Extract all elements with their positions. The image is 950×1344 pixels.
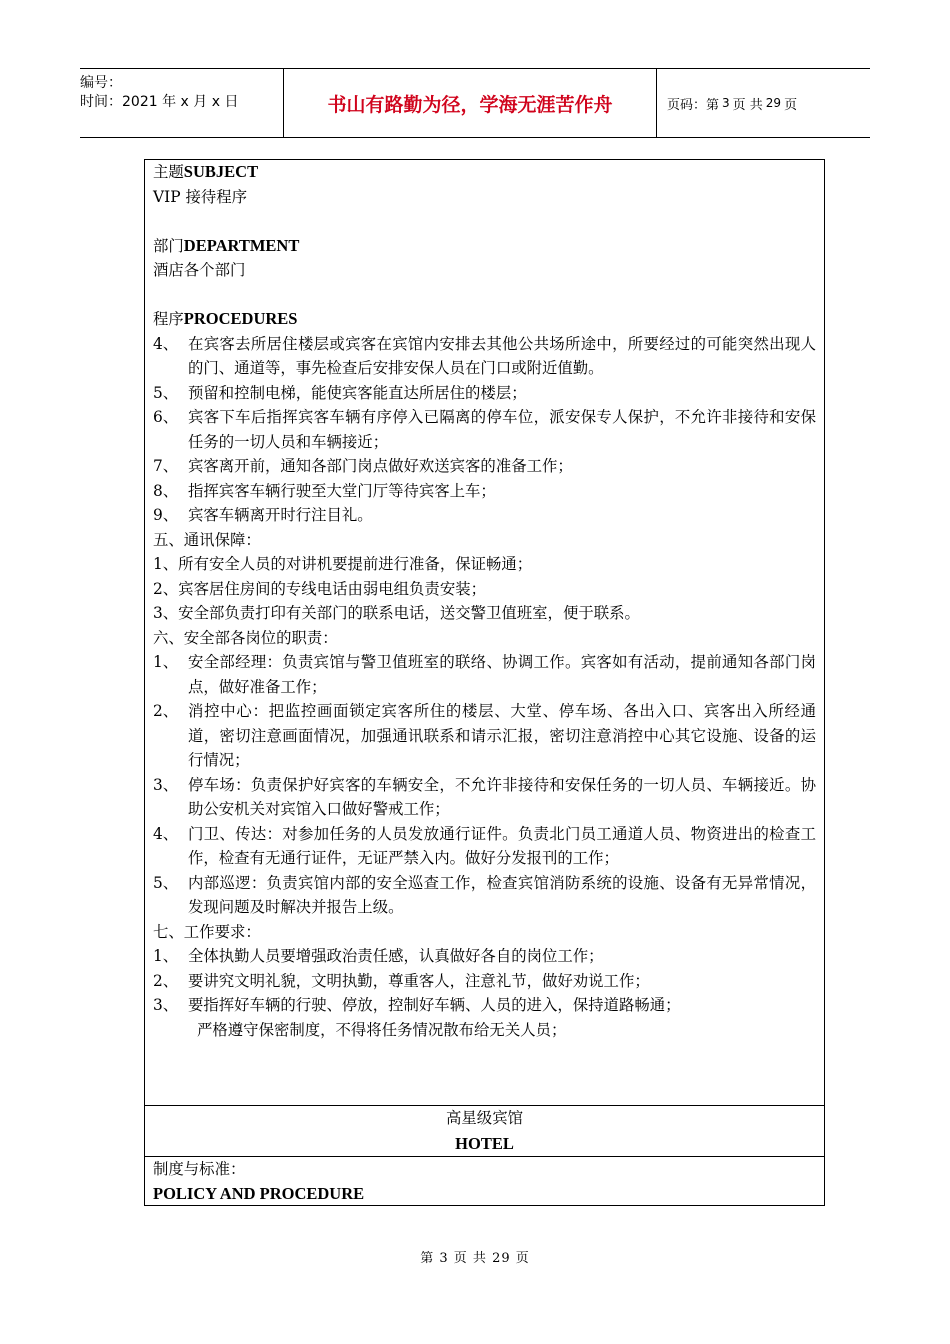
footer-current: 3	[439, 1251, 449, 1266]
list-item-number: 6、	[153, 408, 179, 426]
hotel-en: HOTEL	[455, 1134, 514, 1153]
list-item-text: 3、安全部负责打印有关部门的联系电话，送交警卫值班室，便于联系。	[153, 604, 640, 622]
page-mid: 页 共	[732, 97, 763, 113]
list-item-text: 1、所有安全人员的对讲机要提前进行准备，保证畅通；	[153, 555, 533, 573]
procedures-en: PROCEDURES	[183, 309, 298, 328]
list-item-text: 安全部经理：负责宾馆与警卫值班室的联络、协调工作。宾客如有活动，提前通知各部门岗点，做好准备工作；	[188, 653, 816, 696]
list-item-number: 8、	[153, 481, 179, 500]
list-item	[153, 577, 816, 602]
section7-title: 七、工作要求：	[153, 922, 261, 941]
policy-cn: 制度与标准：	[153, 1160, 246, 1178]
code-label: 编号：	[80, 75, 122, 91]
list-item	[153, 332, 816, 381]
procedures-heading: 程序PROCEDURES	[153, 309, 298, 328]
list-item-text: 在宾客去所居住楼层或宾客在宾馆内安排去其他公共场所途中，所要经过的可能突然出现人的门、通道等，事先检查后安排安保人员在门口或附近值勤。	[188, 334, 816, 377]
footer-total: 29	[492, 1251, 511, 1266]
list-item	[153, 381, 816, 406]
document-table	[144, 159, 825, 1206]
section5-title: 五、通讯保障：	[153, 530, 261, 549]
list-item-text: 2、宾客居住房间的专线电话由弱电组负责安装；	[153, 579, 486, 598]
list-item-number: 4、	[153, 334, 179, 353]
list-item	[153, 822, 816, 871]
subject-heading: 主题SUBJECT	[153, 162, 259, 181]
list-item-number: 3、	[153, 775, 179, 794]
list-item	[153, 993, 816, 1018]
list-item	[153, 405, 816, 454]
list-item-number: 5、	[153, 873, 179, 892]
policy-en: POLICY AND PROCEDURE	[153, 1183, 365, 1203]
list-item-number: 2、	[153, 702, 179, 720]
list-item-number: 4、	[153, 824, 179, 843]
list-item-text: 消控中心：把监控画面锁定宾客所住的楼层、大堂、停车场、各出入口、宾客出入所经通道，密切注意画面情况，加强通讯联系和请示汇报，密切注意消控中心其它设施、设备的运行情况；	[188, 702, 816, 769]
page-total: 29	[765, 96, 782, 110]
header-page-number	[657, 69, 870, 137]
section6-list	[153, 650, 816, 920]
list-item-text: 要指挥好车辆的行驶、停放，控制好车辆、人员的进入，保持道路畅通；	[188, 996, 681, 1014]
list-item-number: 7、	[153, 457, 179, 475]
list-item-text: 预留和控制电梯，能使宾客能直达所居住的楼层；	[188, 383, 527, 402]
header-meta	[80, 69, 284, 137]
list-item	[153, 871, 816, 920]
list-item	[153, 601, 816, 626]
page-prefix: 页码：第	[667, 97, 720, 113]
policy-cell	[145, 1156, 824, 1206]
hotel-cell	[145, 1105, 824, 1157]
department-heading: 部门DEPARTMENT	[153, 235, 300, 255]
subject-en: SUBJECT	[183, 162, 259, 181]
list-item	[153, 773, 816, 822]
list-item	[153, 503, 816, 528]
page-current: 3	[722, 96, 730, 110]
page-suffix: 页	[784, 97, 798, 113]
list-item-text: 门卫、传达：对参加任务的人员发放通行证件。负责北门员工通道人员、物资进出的检查工作，检查有无通行证件，无证严禁入内。做好分发报刊的工作；	[188, 824, 816, 867]
list-item	[153, 969, 816, 994]
list-item-number: 5、	[153, 383, 179, 402]
list-item	[153, 650, 816, 699]
list-item-text: 全体执勤人员要增强政治责任感，认真做好各自的岗位工作；	[188, 947, 604, 965]
list-item-text: 指挥宾客车辆行驶至大堂门厅等待宾客上车；	[188, 481, 496, 500]
list-item-number: 2、	[153, 971, 179, 990]
department-value: 酒店各个部门	[153, 261, 246, 279]
section6-title: 六、安全部各岗位的职责：	[153, 628, 338, 647]
section5-list	[153, 552, 816, 626]
list-item-text: 宾客车辆离开时行注目礼。	[188, 506, 373, 524]
header-motto: 书山有路勤为径，学海无涯苦作舟	[284, 69, 657, 137]
list-item	[153, 552, 816, 577]
section7-list	[153, 944, 816, 1018]
list-item-text: 宾客离开前，通知各部门岗点做好欢送宾客的准备工作；	[188, 457, 573, 475]
list-item	[153, 944, 816, 969]
department-en: DEPARTMENT	[183, 235, 300, 255]
list-item-text: 宾客下车后指挥宾客车辆有序停入已隔离的停车位，派安保专人保护，不允许非接待和安保任务的一切人员和车辆接近；	[188, 408, 816, 451]
procedure-list	[153, 332, 816, 528]
list-item-number: 1、	[153, 653, 179, 671]
list-item-text: 要讲究文明礼貌，文明执勤，尊重客人，注意礼节，做好劝说工作；	[188, 971, 650, 990]
list-item-text: 停车场：负责保护好宾客的车辆安全，不允许非接待和安保任务的一切人员、车辆接近。协助公安机关对宾馆入口做好警戒工作；	[188, 775, 816, 818]
list-item-number: 3、	[153, 996, 179, 1014]
list-item	[153, 699, 816, 773]
list-item	[153, 454, 816, 479]
page-footer: 第 3 页 共 29 页	[420, 1251, 530, 1266]
page-header	[80, 68, 870, 138]
subject-value: VIP 接待程序	[153, 187, 248, 206]
document-body	[153, 160, 816, 1042]
list-item-text: 内部巡逻：负责宾馆内部的安全巡查工作，检查宾馆消防系统的设施、设备有无异常情况，发现问题及时解决并报告上级。	[188, 873, 816, 916]
list-item	[153, 479, 816, 504]
list-item-number: 1、	[153, 947, 179, 965]
hotel-cn: 高星级宾馆	[446, 1109, 523, 1127]
section7-extra: 严格遵守保密制度，不得将任务情况散布给无关人员；	[197, 1020, 567, 1039]
time-label: 时间：2021 年 x 月 x 日	[80, 94, 239, 110]
list-item-number: 9、	[153, 506, 179, 524]
